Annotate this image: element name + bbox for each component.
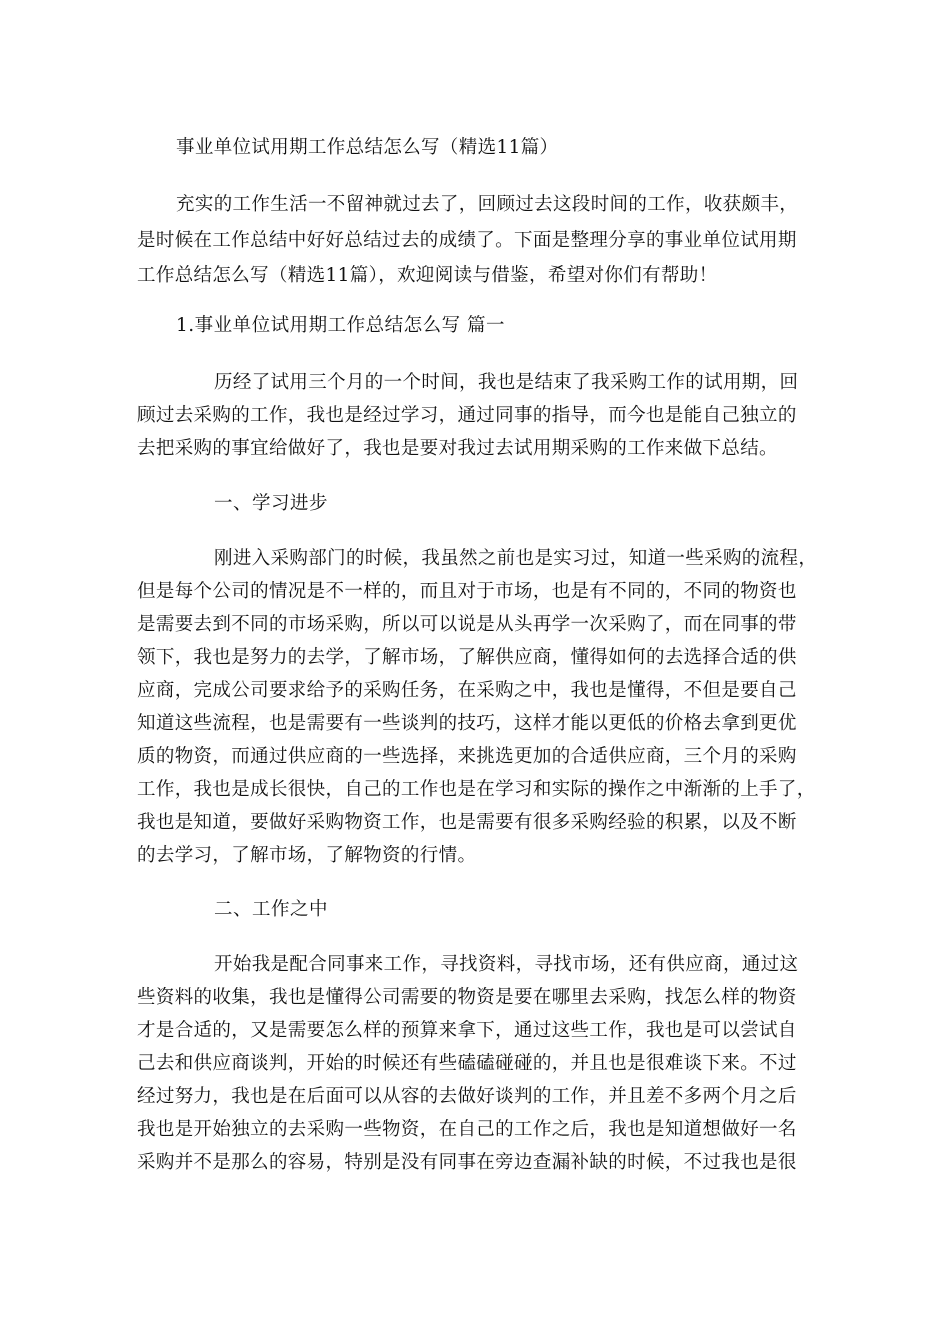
paragraph-line: 但是每个公司的情况是不一样的，而且对于市场，也是有不同的，不同的物资也 [137, 581, 797, 602]
paragraph-line: 知道这些流程，也是需要有一些谈判的技巧，这样才能以更低的价格去拿到更优 [137, 713, 797, 734]
paragraph-line: 充实的工作生活一不留神就过去了，回顾过去这段时间的工作，收获颇丰， [176, 194, 799, 215]
paragraph-line: 应商，完成公司要求给予的采购任务，在采购之中，我也是懂得，不但是要自己 [137, 680, 797, 701]
paragraph-line: 顾过去采购的工作，我也是经过学习，通过同事的指导，而今也是能自己独立的 [137, 405, 797, 426]
paragraph-line: 领下，我也是努力的去学，了解市场，了解供应商，懂得如何的去选择合适的供 [137, 647, 797, 668]
paragraph-line: 是时候在工作总结中好好总结过去的成绩了。下面是整理分享的事业单位试用期 [137, 230, 797, 251]
section-heading-learning: 一、学习进步 [214, 493, 329, 514]
paragraph-line: 采购并不是那么的容易，特别是没有同事在旁边查漏补缺的时候，不过我也是很 [137, 1152, 797, 1173]
paragraph-line: 开始我是配合同事来工作，寻找资料，寻找市场，还有供应商，通过这 [214, 954, 799, 975]
paragraph-line: 质的物资，而通过供应商的一些选择，来挑选更加的合适供应商，三个月的采购 [137, 746, 797, 767]
paragraph-line: 工作总结怎么写（精选11篇），欢迎阅读与借鉴，希望对你们有帮助！ [137, 265, 718, 286]
paragraph-line: 去把采购的事宜给做好了，我也是要对我过去试用期采购的工作来做下总结。 [137, 438, 778, 459]
paragraph-line: 些资料的收集，我也是懂得公司需要的物资是要在哪里去采购，找怎么样的物资 [137, 987, 797, 1008]
paragraph-line: 工作，我也是成长很快，自己的工作也是在学习和实际的操作之中渐渐的上手了， [137, 779, 816, 800]
paragraph-line: 历经了试用三个月的一个时间，我也是结束了我采购工作的试用期，回 [214, 372, 799, 393]
article-heading: 1.事业单位试用期工作总结怎么写 篇一 [176, 315, 506, 336]
paragraph-line: 己去和供应商谈判，开始的时候还有些磕磕碰碰的，并且也是很难谈下来。不过 [137, 1053, 797, 1074]
paragraph-line: 我也是知道，要做好采购物资工作，也是需要有很多采购经验的积累，以及不断 [137, 812, 797, 833]
paragraph-line: 刚进入采购部门的时候，我虽然之前也是实习过，知道一些采购的流程， [214, 548, 818, 569]
document-title: 事业单位试用期工作总结怎么写（精选11篇） [176, 137, 559, 158]
paragraph-line: 经过努力，我也是在后面可以从容的去做好谈判的工作，并且差不多两个月之后 [137, 1086, 797, 1107]
paragraph-line: 才是合适的，又是需要怎么样的预算来拿下，通过这些工作，我也是可以尝试自 [137, 1020, 797, 1041]
section-heading-work: 二、工作之中 [214, 899, 329, 920]
paragraph-line: 我也是开始独立的去采购一些物资，在自己的工作之后，我也是知道想做好一名 [137, 1119, 797, 1140]
paragraph-line: 是需要去到不同的市场采购，所以可以说是从头再学一次采购了，而在同事的带 [137, 614, 797, 635]
paragraph-line: 的去学习，了解市场，了解物资的行情。 [137, 845, 477, 866]
